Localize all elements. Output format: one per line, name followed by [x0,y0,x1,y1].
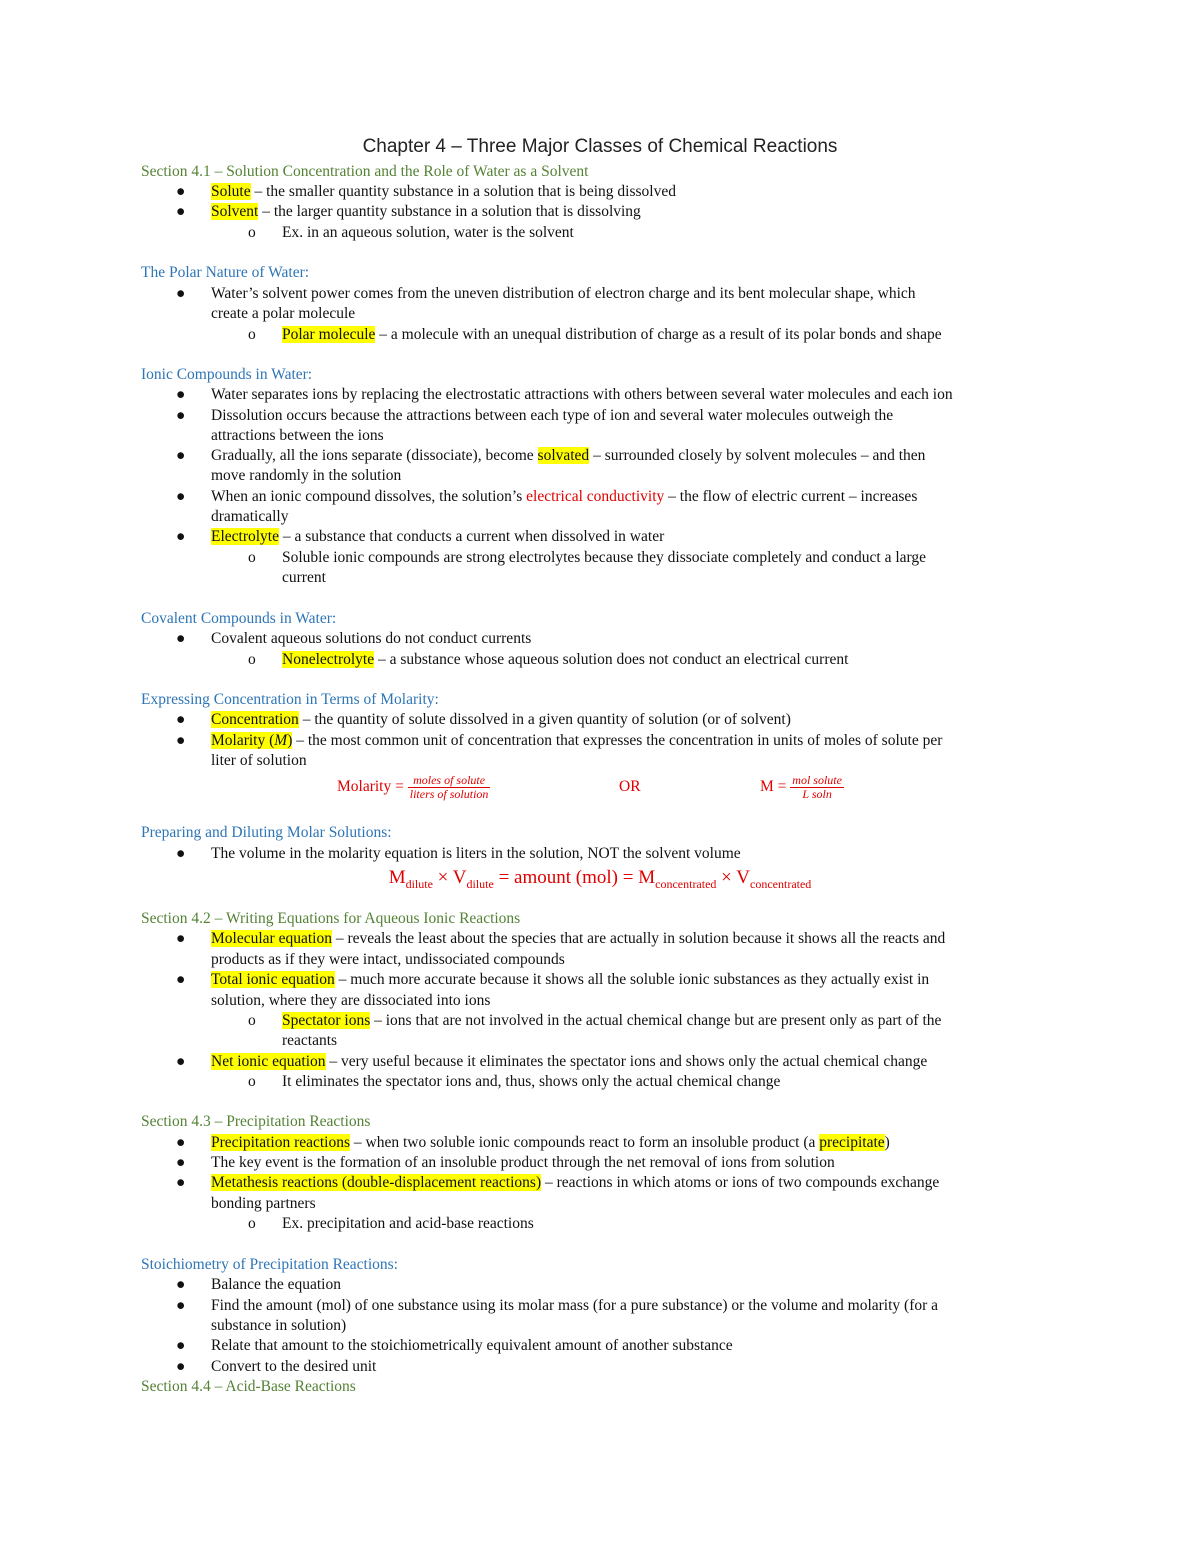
bullet-icon: ● [176,407,186,424]
bullet-text: Water separates ions by replacing the electrostatic attractions with others between several water molecules and each ion [211,386,953,403]
term-molarity [211,732,292,749]
sub-bullet-icon: o [248,651,256,668]
bullet-icon: ● [176,845,186,862]
term-molecular-equation: Molecular equation [211,930,332,947]
bullet-icon: ● [176,732,186,749]
sub-bullet-icon: o [248,1215,256,1232]
or-label: OR [619,778,641,795]
bullet-icon: ● [176,630,186,647]
bullet-icon: ● [176,488,186,505]
formula-label: M = [760,778,791,795]
definition: – the smaller quantity substance in a solution that is being dissolved [250,183,676,200]
term-molarity-text: Molarity ( [211,732,275,749]
term-spectator-ions: Spectator ions [282,1012,371,1029]
bullet-text: Find the amount (mol) of one substance using its molar mass (for a pure substance) or the volume and molarity (for a [211,1297,939,1314]
bullet-text: Relate that amount to the stoichiometrically equivalent amount of another substance [211,1337,733,1354]
definition: – reactions in which atoms or ions of two compounds exchange [541,1174,940,1191]
fraction-denominator: L soln [802,786,832,801]
definition: – a molecule with an unequal distribution of charge as a result of its polar bonds and shape [375,326,942,343]
sub-bullet-icon: o [248,224,256,241]
bullet-icon: ● [176,183,186,200]
bullet-text-continuation: move randomly in the solution [211,467,402,484]
definition: – the quantity of solute dissolved in a given quantity of solution (or of solvent) [298,711,791,728]
bullet-icon: ● [176,1154,186,1171]
definition: – the larger quantity substance in a solution that is dissolving [258,203,641,220]
term-precipitate: precipitate [819,1134,885,1151]
bullet-text: Water’s solvent power comes from the uneven distribution of electron charge and its bent molecular shape, which [211,285,916,302]
term-solvated: solvated [537,447,590,464]
polar-nature-heading: The Polar Nature of Water: [141,264,310,281]
bullet-icon: ● [176,930,186,947]
example-text: Ex. precipitation and acid-base reactions [282,1215,534,1232]
bullet-text-continuation: bonding partners [211,1195,316,1212]
bullet-icon: ● [176,285,186,302]
bullet-icon: ● [176,203,186,220]
bullet-text-continuation: attractions between the ions [211,427,384,444]
term-molarity-symbol: M [274,732,288,749]
definition-end: ) [884,1134,890,1151]
eq-subscript: concentrated [750,876,812,891]
definition: – surrounded closely by solvent molecules – and then [589,447,926,464]
example-text: Ex. in an aqueous solution, water is the solvent [282,224,574,241]
bullet-icon: ● [176,971,186,988]
bullet-icon: ● [176,1053,186,1070]
term-polar-molecule: Polar molecule [282,326,376,343]
bullet-icon: ● [176,528,186,545]
bullet-text: Convert to the desired unit [211,1358,377,1375]
eq-part: M [388,867,406,888]
term-solute: Solute [211,183,251,200]
bullet-text: Balance the equation [211,1276,341,1293]
term-metathesis-reactions: Metathesis reactions (double-displacement reactions) [211,1174,542,1191]
bullet-icon: ● [176,1337,186,1354]
formula-fraction [790,774,844,801]
molarity-heading: Expressing Concentration in Terms of Molarity: [141,691,439,708]
term-net-ionic-equation: Net ionic equation [211,1053,326,1070]
sub-bullet-icon: o [248,326,256,343]
bullet-icon: ● [176,1134,186,1151]
ionic-compounds-heading: Ionic Compounds in Water: [141,366,313,383]
definition: – the most common unit of concentration that expresses the concentration in units of moles of solute per [292,732,943,749]
bullet-text-continuation: products as if they were intact, undissociated compounds [211,951,565,968]
fraction-numerator: mol solute [792,772,842,787]
sub-bullet-icon: o [248,1073,256,1090]
section-4-1-heading: Section 4.1 – Solution Concentration and the Role of Water as a Solvent [141,163,589,180]
eq-subscript: dilute [405,876,433,891]
eq-subscript: dilute [466,876,494,891]
eq-part: × V [432,867,467,888]
page-title: Chapter 4 – Three Major Classes of Chemical Reactions [362,136,838,157]
bullet-icon: ● [176,1276,186,1293]
formula-fraction [408,774,491,801]
definition: – much more accurate because it shows all the soluble ionic substances as they actually exist in [334,971,930,988]
stoichiometry-heading: Stoichiometry of Precipitation Reactions: [141,1256,398,1273]
diluting-heading: Preparing and Diluting Molar Solutions: [141,824,392,841]
term-molarity-close: ) [287,732,293,749]
bullet-icon: ● [176,1297,186,1314]
eq-part: = amount (mol) = M [493,867,656,888]
section-4-2-heading: Section 4.2 – Writing Equations for Aqueous Ionic Reactions [141,910,521,927]
definition: – the flow of electric current – increases [664,488,918,505]
formula-label: Molarity = [337,778,408,795]
molarity-short-formula [760,772,844,802]
term-precipitation-reactions: Precipitation reactions [211,1134,351,1151]
bullet-text-continuation: substance in solution) [211,1317,347,1334]
bullet-text-continuation: create a polar molecule [211,305,356,322]
bullet-text: Dissolution occurs because the attractions between each type of ion and several water molecules outweigh the [211,407,894,424]
bullet-text-continuation: solution, where they are dissociated into ions [211,992,491,1009]
bullet-text: Gradually, all the ions separate (dissociate), become [211,447,538,464]
fraction-numerator: moles of solute [408,774,491,788]
bullet-text-continuation: current [282,569,326,586]
bullet-text: When an ionic compound dissolves, the solution’s [211,488,527,505]
bullet-text-continuation: liter of solution [211,752,307,769]
bullet-text: Covalent aqueous solutions do not conduct currents [211,630,532,647]
sub-bullet-icon: o [248,1012,256,1029]
eq-subscript: concentrated [655,876,717,891]
section-4-3-heading: Section 4.3 – Precipitation Reactions [141,1113,371,1130]
term-electrical-conductivity: electrical conductivity [526,488,665,505]
definition: – a substance that conducts a current when dissolved in water [279,528,665,545]
fraction-denominator: liters of solution [409,786,489,801]
definition: – when two soluble ionic compounds react to form an insoluble product (a [350,1134,820,1151]
bullet-icon: ● [176,447,186,464]
definition: – reveals the least about the species that are actually in solution because it shows all the reacts and [331,930,946,947]
bullet-icon: ● [176,1358,186,1375]
bullet-text: The volume in the molarity equation is liters in the solution, NOT the solvent volume [211,845,741,862]
bullet-text: Soluble ionic compounds are strong electrolytes because they dissociate completely and conduct a large [282,549,927,566]
bullet-text-continuation: dramatically [211,508,289,525]
definition: – ions that are not involved in the actual chemical change but are present only as part of the [370,1012,942,1029]
definition: – very useful because it eliminates the spectator ions and shows only the actual chemical change [325,1053,928,1070]
term-electrolyte: Electrolyte [211,528,279,545]
eq-part: × V [716,867,751,888]
definition: – a substance whose aqueous solution does not conduct an electrical current [374,651,849,668]
term-solvent: Solvent [211,203,259,220]
bullet-icon: ● [176,386,186,403]
bullet-icon: ● [176,711,186,728]
bullet-text: The key event is the formation of an insoluble product through the net removal of ions from solution [211,1154,835,1171]
bullet-text-continuation: reactants [282,1032,338,1049]
term-total-ionic-equation: Total ionic equation [211,971,335,988]
bullet-text: It eliminates the spectator ions and, thus, shows only the actual chemical change [282,1073,781,1090]
section-4-4-heading: Section 4.4 – Acid-Base Reactions [141,1378,356,1395]
term-concentration: Concentration [211,711,299,728]
term-nonelectrolyte: Nonelectrolyte [282,651,375,668]
dilution-equation [0,866,1200,896]
molarity-formula [337,772,490,802]
covalent-compounds-heading: Covalent Compounds in Water: [141,610,337,627]
bullet-icon: ● [176,1174,186,1191]
sub-bullet-icon: o [248,549,256,566]
